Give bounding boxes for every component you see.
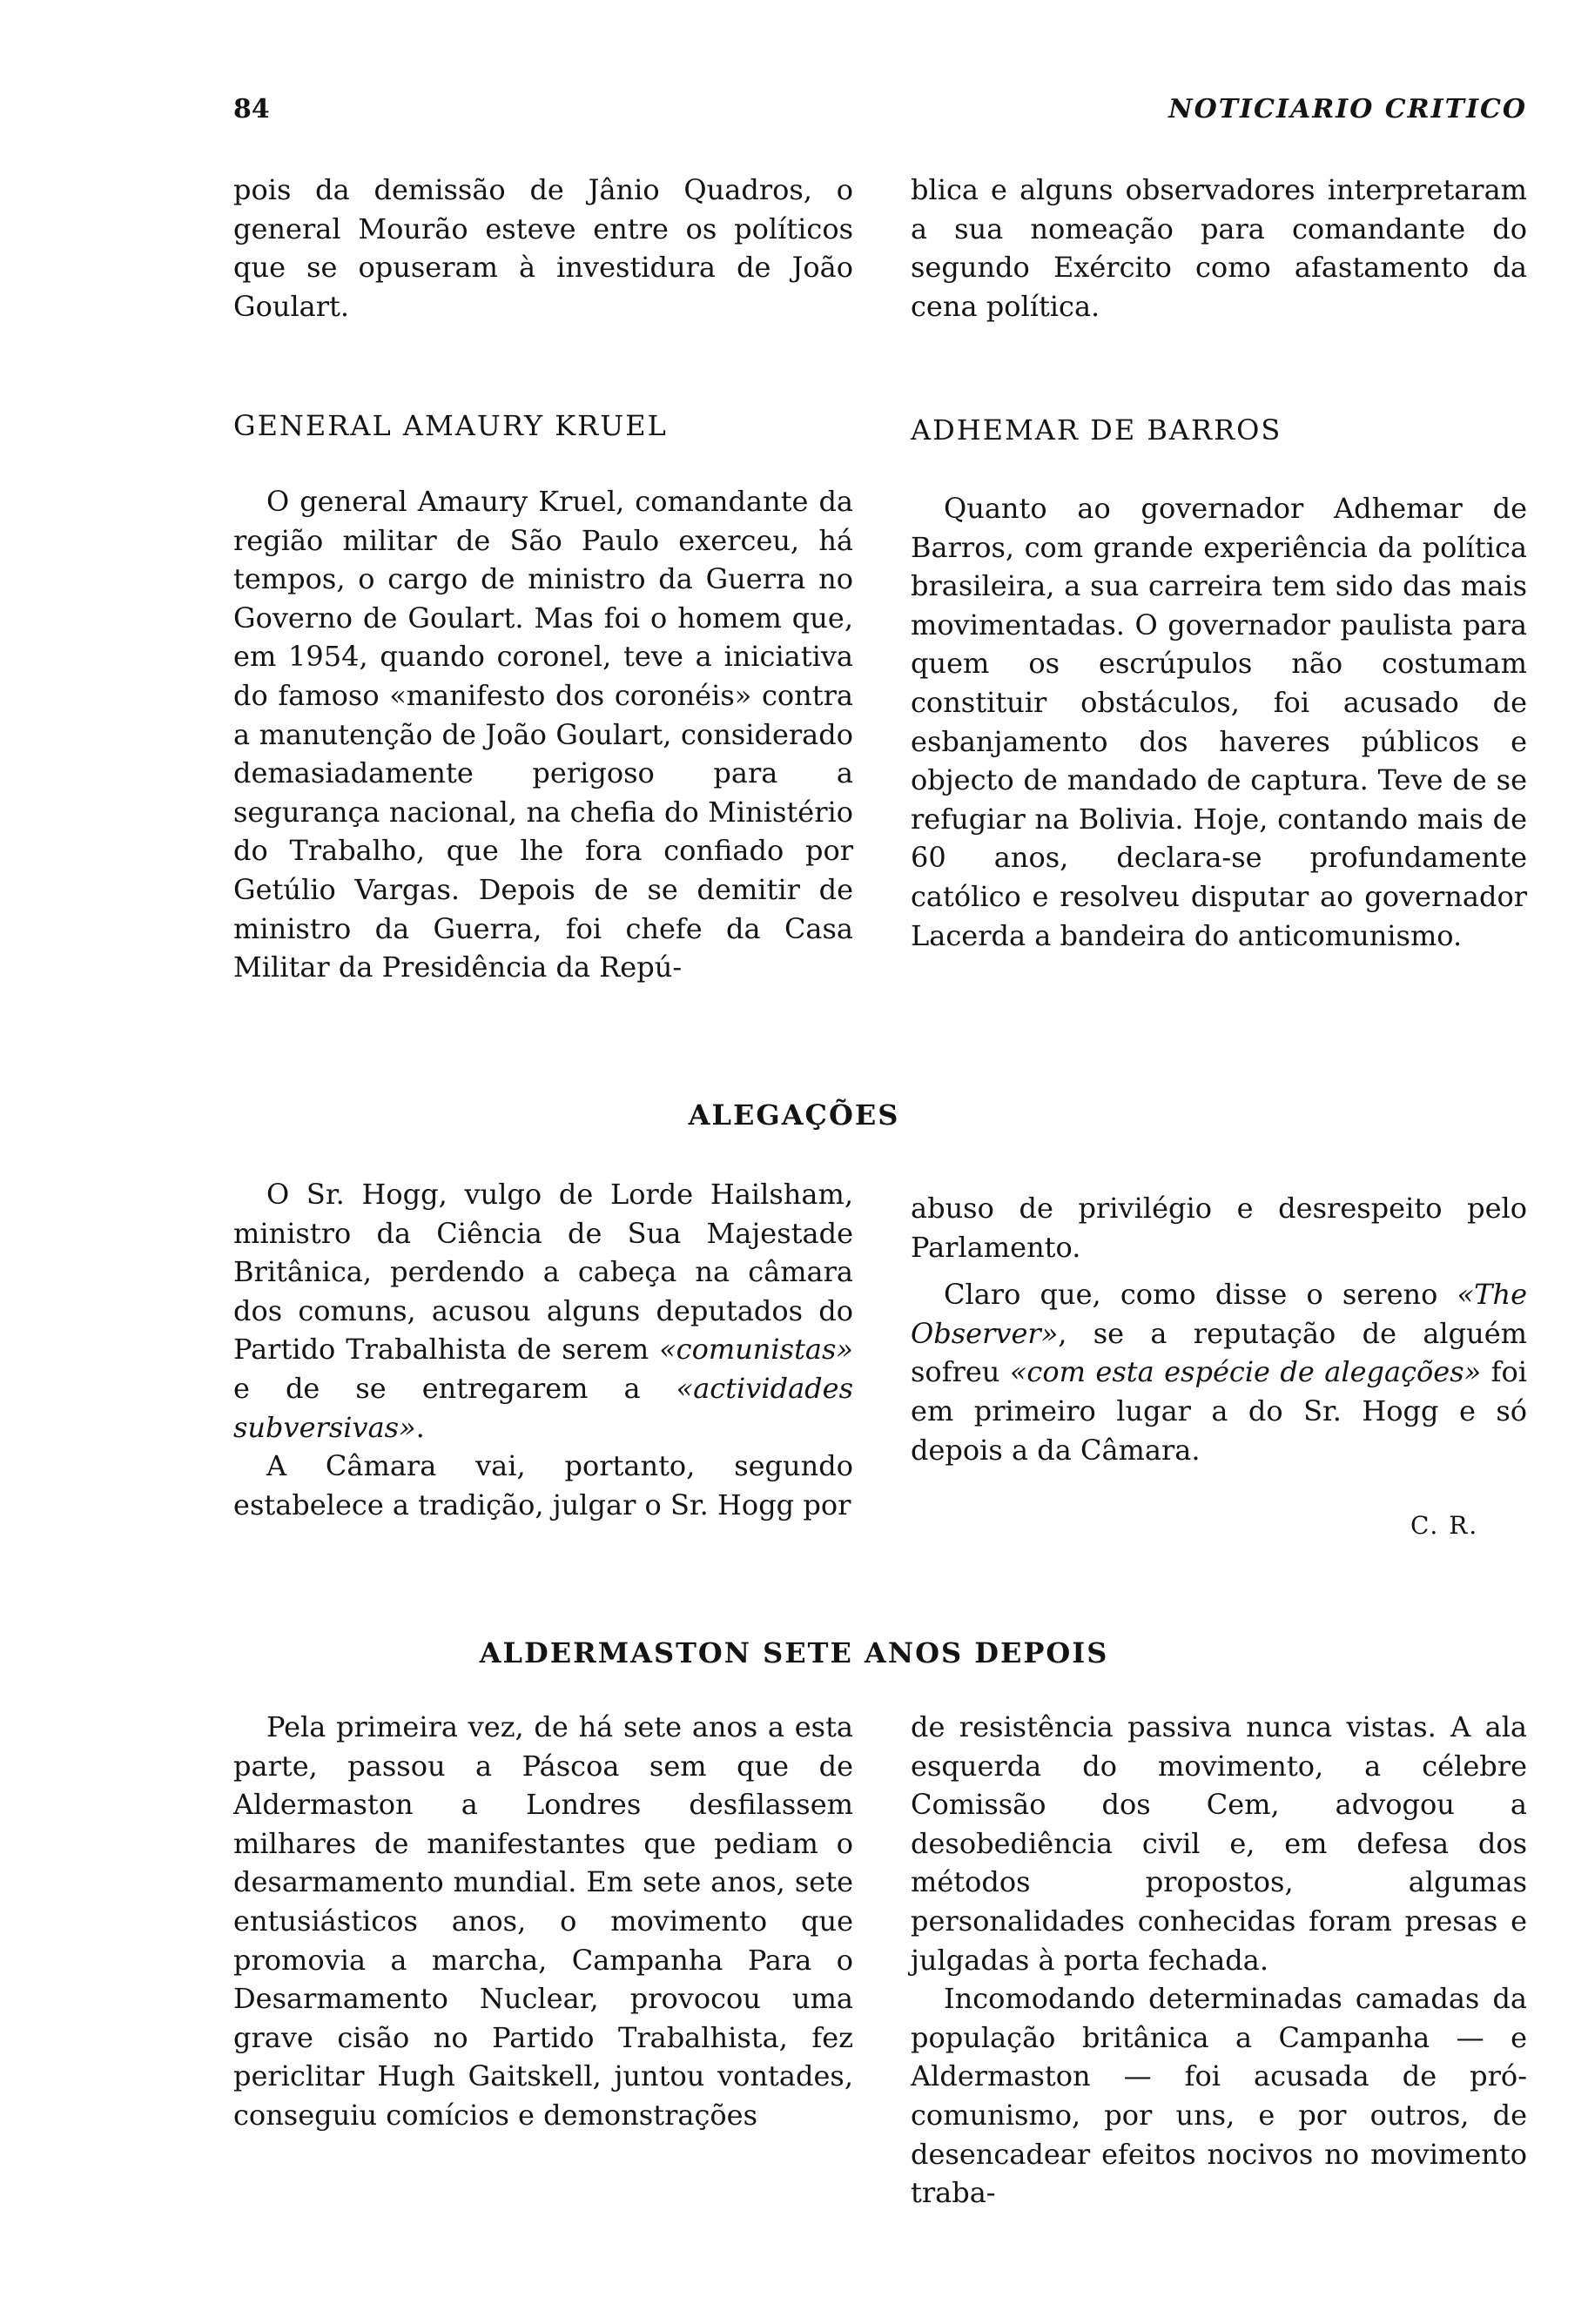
aldermaston-left-column <box>233 1708 853 2135</box>
aldermaston-right-paragraph-2: Incomodando determinadas camadas da população britânica a Campanha — e Aldermaston — foi acusada de pró-comunismo, por uns, e por outros, de desencadear efeitos nocivos no movimento traba- <box>911 1982 1527 2210</box>
text-run: O Sr. Hogg, vulgo de Lorde Hailsham, ministro da Ciência de Sua Majestade Britânica, perdendo a cabeça na câmara dos comuns, acusou alguns deputados do Partido Trabalhista de serem <box>233 1178 853 1367</box>
aldermaston-right-paragraph-1: de resistência passiva nunca vistas. A ala esquerda do movimento, a célebre Comissão dos Cem, advogou a desobediência civil e, em defesa dos métodos propostos, algumas personalidades conhecidas foram presas e julgadas à porta fechada. <box>911 1710 1527 1977</box>
emphasis-alegacoes: «com esta espécie de alegações» <box>1009 1355 1482 1389</box>
text-run: e de se entregarem a <box>233 1371 676 1405</box>
emphasis-actividades: «actividades subversivas» <box>233 1371 853 1444</box>
alegacoes-right-column <box>911 1189 1527 1469</box>
page-number: 84 <box>233 94 270 124</box>
aldermaston-heading: ALDERMASTON SETE ANOS DEPOIS <box>479 1636 1109 1669</box>
aldermaston-left-paragraph: Pela primeira vez, de há sete anos a esta parte, passou a Páscoa sem que de Aldermaston a Londres desfilassem milhares de manifestantes que pediam o desarmamento mundial. Em sete anos, sete entusiásticos anos, o movimento que promovia a marcha, Campanha Para o Desarmamento Nuclear, provocou uma grave cisão no Partido Trabalhista, fez periclitar Hugh Gaitskell, juntou vontades, conseguiu comícios e demonstrações <box>233 1710 853 2132</box>
aldermaston-right-column <box>911 1708 1527 2213</box>
intro-right-column <box>911 171 1527 326</box>
text-run: Claro que, como disse o sereno <box>944 1278 1457 1312</box>
alegacoes-heading: ALEGAÇÕES <box>688 1098 900 1132</box>
alegacoes-left-column <box>233 1175 853 1524</box>
barros-column <box>911 489 1527 955</box>
kruel-heading: GENERAL AMAURY KRUEL <box>233 409 668 442</box>
barros-paragraph: Quanto ao governador Adhemar de Barros, com grande experiência da política brasileira, a sua carreira tem sido das mais movimentadas. O governador paulista para quem os escrúpulos não costumam constituir obstáculos, foi acusado de esbanjamento dos haveres públicos e objecto de mandado de captura. Teve de se refugiar na Bolivia. Hoje, contando mais de 60 anos, declara-se profundamente católico e resolveu disputar ao governador Lacerda a bandeira do anticomunismo. <box>911 492 1527 952</box>
alegacoes-right-paragraph-2 <box>911 1275 1527 1469</box>
alegacoes-left-paragraph-1 <box>233 1175 853 1447</box>
emphasis-comunistas: «comunistas» <box>659 1333 853 1367</box>
intro-left-paragraph: pois da demissão de Jânio Quadros, o general Mourão esteve entre os políticos que se opuseram à investidura de João Goulart. <box>233 173 853 323</box>
intro-right-paragraph: blica e alguns observadores interpretaram a sua nomeação para comandante do segundo Exército como afastamento da cena política. <box>911 173 1527 323</box>
text-run: . <box>415 1410 425 1444</box>
kruel-column <box>233 482 853 987</box>
alegacoes-left-paragraph-2: A Câmara vai, portanto, segundo estabelece a tradição, julgar o Sr. Hogg por <box>233 1449 853 1521</box>
kruel-paragraph: O general Amaury Kruel, comandante da região militar de São Paulo exerceu, há tempos, o cargo de ministro da Guerra no Governo de Goulart. Mas foi o homem que, em 1954, quando coronel, teve a iniciativa do famoso «manifesto dos coronéis» contra a manutenção de João Goulart, considerado demasiadamente perigoso para a segurança nacional, na chefia do Ministério do Trabalho, que lhe fora confiado por Getúlio Vargas. Depois de se demitir de ministro da Guerra, foi chefe da Casa Militar da Presidência da Repú- <box>233 485 853 984</box>
author-signature: C. R. <box>1410 1511 1479 1540</box>
intro-left-column <box>233 171 853 326</box>
text-run: foi em primeiro lugar a do Sr. Hogg e só depois a da Câmara. <box>911 1355 1528 1467</box>
alegacoes-right-paragraph-1: abuso de privilégio e desrespeito pelo Parlamento. <box>911 1192 1527 1264</box>
page-header <box>0 94 1588 132</box>
running-title: NOTICIARIO CRITICO <box>1168 94 1527 124</box>
barros-heading: ADHEMAR DE BARROS <box>911 413 1282 447</box>
emphasis-observer: «The Observer» <box>911 1278 1527 1350</box>
text-run: , se a reputação de alguém sofreu <box>911 1316 1527 1389</box>
